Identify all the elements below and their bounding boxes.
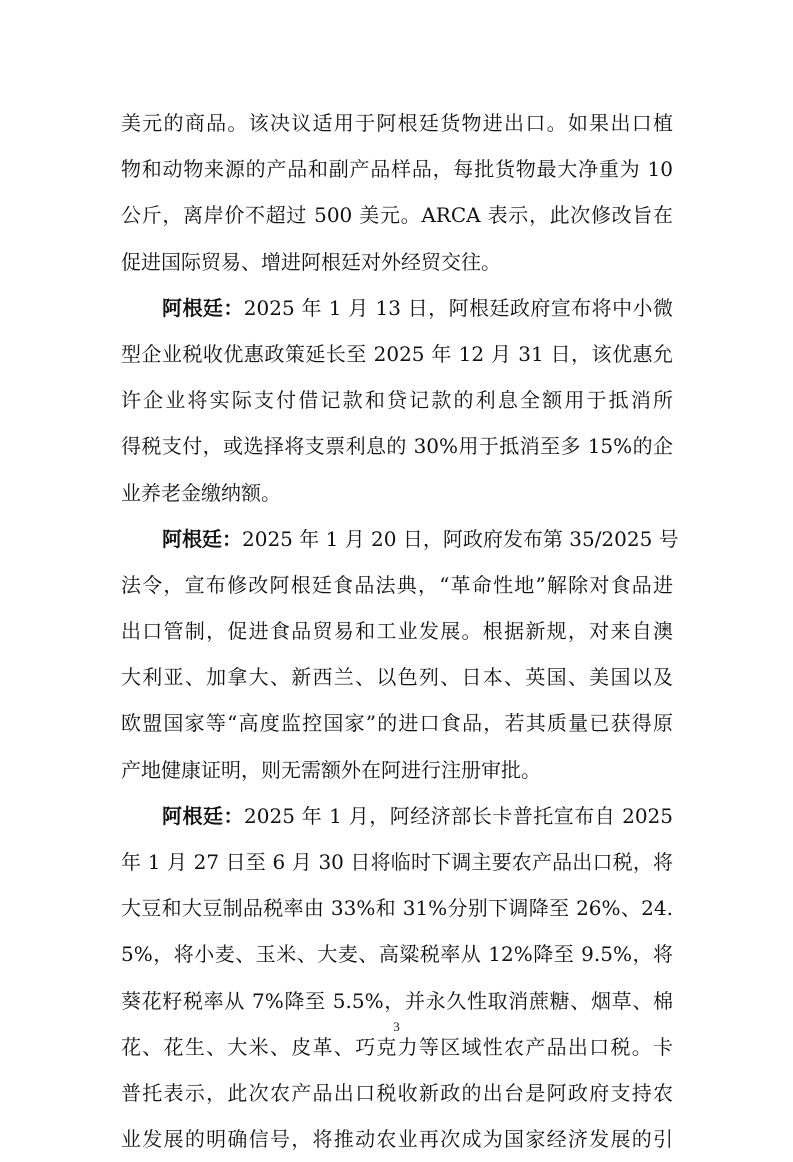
text-line: 5%，将小麦、玉米、大麦、高粱税率从 12%降至 9.5%，将 xyxy=(121,942,673,967)
text-line: 促进国际贸易、增进阿根廷对外经贸交往。 xyxy=(121,249,501,274)
text-line: 许企业将实际支付借记款和贷记款的利息全额用于抵消所 xyxy=(121,388,673,413)
text-line xyxy=(121,285,673,331)
text-line: 型企业税收优惠政策延长至 2025 年 12 月 31 日，该优惠允 xyxy=(121,341,673,366)
text-line: 产地健康证明，则无需额外在阿进行注册审批。 xyxy=(121,757,541,782)
text-line: 得税支付，或选择将支票利息的 30%用于抵消至多 15%的企 xyxy=(121,434,673,459)
text-line-body: 2025 年 1 月，阿经济部长卡普托宣布自 2025 xyxy=(244,803,674,828)
paragraph xyxy=(121,100,673,285)
text-line-body: 2025 年 1 月 20 日，阿政府发布第 35/2025 号 xyxy=(242,526,679,551)
body-text xyxy=(121,100,679,1162)
text-line: 物和动物来源的产品和副产品样品，每批货物最大净重为 10 xyxy=(121,157,673,182)
paragraph xyxy=(121,285,673,516)
text-line: 欧盟国家等“高度监控国家”的进口食品，若其质量已获得原 xyxy=(121,711,673,736)
paragraph-lead: 阿根廷： xyxy=(162,803,245,828)
text-line: 年 1 月 27 日至 6 月 30 日将临时下调主要农产品出口税，将 xyxy=(121,850,673,874)
paragraph-lead: 阿根廷： xyxy=(162,526,242,551)
text-line: 大豆和大豆制品税率由 33%和 31%分别下调降至 26%、24. xyxy=(121,896,673,921)
page-number: 3 xyxy=(393,1019,400,1034)
text-line: 葵花籽税率从 7%降至 5.5%，并永久性取消蔗糖、烟草、棉 xyxy=(121,988,673,1013)
text-line: 法令，宣布修改阿根廷食品法典，“革命性地”解除对食品进 xyxy=(121,572,673,597)
text-line xyxy=(121,793,673,839)
text-line: 普托表示，此次农产品出口税收新政的出台是阿政府支持农 xyxy=(121,1080,673,1105)
paragraph xyxy=(121,793,673,1162)
text-line: 出口管制，促进食品贸易和工业发展。根据新规，对来自澳 xyxy=(121,619,673,644)
text-line: 业养老金缴纳额。 xyxy=(121,480,281,505)
paragraph xyxy=(121,516,679,793)
text-line: 公斤，离岸价不超过 500 美元。ARCA 表示，此次修改旨在 xyxy=(121,203,673,228)
text-line xyxy=(121,516,679,562)
text-line: 美元的商品。该决议适用于阿根廷货物进出口。如果出口植 xyxy=(121,111,673,135)
text-line: 花、花生、大米、皮革、巧克力等区域性农产品出口税。卡 xyxy=(121,1034,673,1059)
text-line: 大利亚、加拿大、新西兰、以色列、日本、英国、美国以及 xyxy=(121,665,673,690)
paragraph-lead: 阿根廷： xyxy=(162,295,244,320)
text-line: 业发展的明确信号，将推动农业再次成为国家经济发展的引 xyxy=(121,1127,673,1152)
text-line-body: 2025 年 1 月 13 日，阿根廷政府宣布将中小微 xyxy=(243,295,674,320)
